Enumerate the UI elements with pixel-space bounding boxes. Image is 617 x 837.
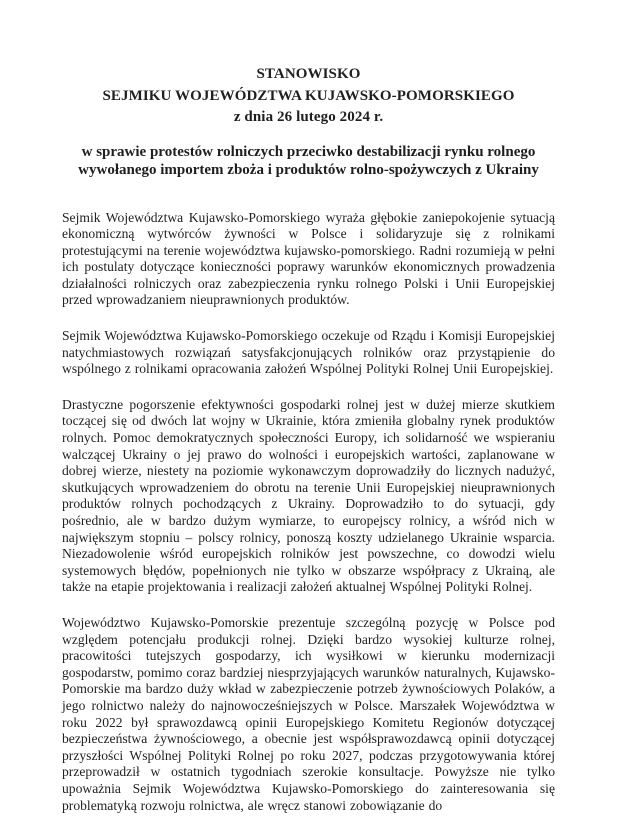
body-paragraph: Sejmik Województwa Kujawsko-Pomorskiego wyraża głębokie zaniepokojenie sytuacją ekonomiczną wytwórców żywności w Polsce i solidaryzuje się z rolnikami protestującymi na terenie województwa kujawsko-pomorskiego. Radni rozumieją w pełni ich postulaty dotyczące konieczności poprawy warunków ekonomicznych prowadzenia działalności rolniczych oraz zabezpieczenia rynku rolnego Polski i Unii Europejskiej przed wprowadzaniem nieuprawnionych produktów. — [62, 209, 555, 308]
document-title-date: z dnia 26 lutego 2024 r. — [233, 109, 384, 125]
document-title-issuer: SEJMIKU WOJEWÓDZTWA KUJAWSKO-POMORSKIEGO — [102, 87, 515, 104]
document-subject: w sprawie protestów rolniczych przeciwko destabilizacji rynku rolnego wywołanego importem zboża i produktów rolno-spożywczych z Ukrainy — [78, 143, 539, 178]
body-paragraph: Sejmik Województwa Kujawsko-Pomorskiego oczekuje od Rządu i Komisji Europejskiej natychmiastowych rozwiązań satysfakcjonujących rolników oraz przystąpienie do wspólnego z rolnikami opracowania założeń Wspólnej Polityki Rolnej Unii Europejskiej. — [62, 328, 555, 377]
document-body — [62, 210, 555, 815]
document-content — [62, 64, 555, 814]
document-title-type: STANOWISKO — [256, 66, 361, 82]
document-header — [62, 64, 555, 129]
body-paragraph: Drastyczne pogorszenie efektywności gospodarki rolnej jest w dużej mierze skutkiem toczącej się od dwóch lat wojny w Ukrainie, która zmieniła globalny rynek produktów rolnych. Pomoc demokratycznych społeczności Europy, ich solidarność we wspieraniu walczącej Ukrainy o jej prawo do wolności i europejskich wartości, zaplanowane w dobrej wierze, niestety na poziomie wykonawczym doprowadziły do licznych nadużyć, skutkujących wprowadzeniem do obrotu na terenie Unii Europejskiej nieuprawnionych produktów rolnych pochodzących z Ukrainy. Doprowadziło to do sytuacji, gdy pośrednio, ale w bardzo dużym wymiarze, to europejscy rolnicy, a wśród nich w największym stopniu – polscy rolnicy, ponoszą koszty udzielanego Ukrainie wsparcia. Niezadowolenie wśród europejskich rolników jest powszechne, co dowodzi wielu systemowych błędów, popełnionych nie tylko w obszarze współpracy z Ukrainą, ale także na etapie projektowania i realizacji założeń aktualnej Wspólnej Polityki Rolnej. — [62, 396, 555, 595]
body-paragraph: Województwo Kujawsko-Pomorskie prezentuje szczególną pozycję w Polsce pod względem potencjału produkcji rolnej. Dzięki bardzo wysokiej kulturze rolnej, pracowitości tutejszych gospodarzy, ich wysiłkowi w kierunku modernizacji gospodarstw, pomimo coraz bardziej niesprzyjających warunków naturalnych, Kujawsko-Pomorskie ma bardzo duży wkład w zabezpieczenie potrzeb żywnościowych Polaków, a jego rolnictwo należy do najnowocześniejszych w Polsce. Marszałek Województwa w roku 2022 był sprawozdawcą opinii Europejskiego Komitetu Regionów dotyczącej bezpieczeństwa żywnościowego, a obecnie jest współsprawozdawcą opinii dotyczącej przyszłości Wspólnej Polityki Rolnej po roku 2027, podczas przygotowywania której przeprowadził w ostatnich tygodniach szerokie konsultacje. Powyższe nie tylko upoważnia Sejmik Województwa Kujawsko-Pomorskiego do zainteresowania się problematyką rozwoju rolnictwa, ale wręcz stanowi zobowiązanie do — [62, 614, 555, 813]
